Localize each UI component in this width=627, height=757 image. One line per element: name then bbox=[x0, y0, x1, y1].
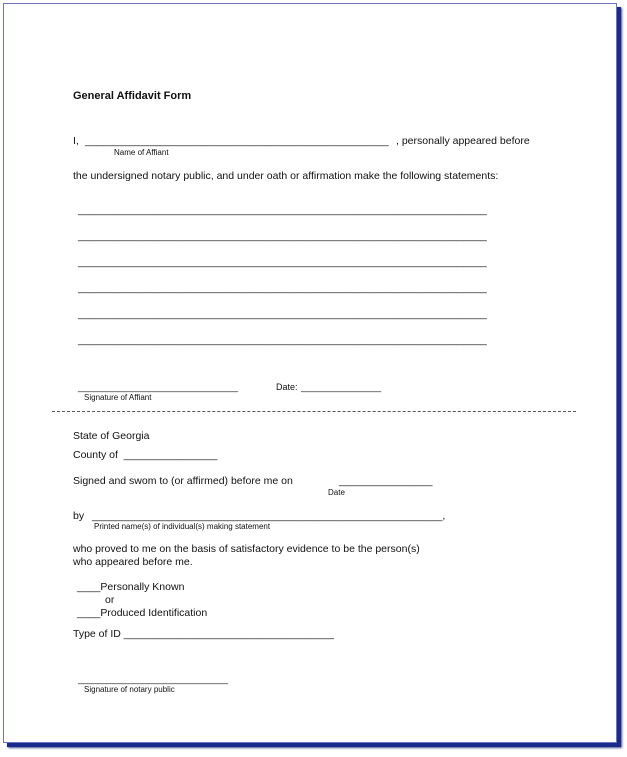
by-label: by bbox=[73, 510, 85, 522]
personally-known-option[interactable]: ____Personally Known bbox=[77, 581, 185, 593]
notary-signature-field[interactable]: ______________________________ bbox=[78, 674, 229, 684]
date-caption: Date bbox=[328, 488, 345, 497]
statement-line-6[interactable]: ______________________________________________________________________ bbox=[78, 334, 487, 346]
date-field[interactable]: ________________ bbox=[301, 382, 382, 392]
affiant-caption: Name of Affiant bbox=[114, 148, 169, 157]
state-text: State of Georgia bbox=[73, 430, 150, 442]
produced-id-option[interactable]: ____Produced Identification bbox=[77, 607, 208, 619]
proved-line-2: who appeared before me. bbox=[73, 556, 193, 568]
affiant-suffix: , personally appeared before bbox=[396, 135, 530, 147]
signed-date-field[interactable]: ________________ bbox=[339, 475, 433, 487]
affiant-prefix: I, bbox=[73, 135, 79, 147]
statement-line-1[interactable]: ______________________________________________________________________ bbox=[78, 204, 487, 216]
statement-line-5[interactable]: ______________________________________________________________________ bbox=[78, 308, 487, 320]
affiant-signature-field[interactable]: ________________________________ bbox=[78, 382, 239, 392]
statement-intro: the undersigned notary public, and under oath or affirmation make the following statements: bbox=[73, 170, 499, 182]
affiant-signature-caption: Signature of Affiant bbox=[84, 393, 152, 402]
statement-line-2[interactable]: ______________________________________________________________________ bbox=[78, 230, 487, 242]
affidavit-page bbox=[3, 3, 617, 743]
or-text: or bbox=[105, 594, 115, 606]
statement-line-3[interactable]: ______________________________________________________________________ bbox=[78, 256, 487, 268]
affiant-name-field[interactable]: ____________________________________________________ bbox=[85, 135, 389, 147]
proved-line-1: who proved to me on the basis of satisfactory evidence to be the person(s) bbox=[73, 543, 420, 555]
statement-line-4[interactable]: ______________________________________________________________________ bbox=[78, 282, 487, 294]
form-title: General Affidavit Form bbox=[73, 90, 192, 102]
date-label: Date: bbox=[276, 382, 298, 392]
type-of-id-field[interactable]: Type of ID ____________________________________ bbox=[73, 628, 334, 640]
signed-sworn-text: Signed and swom to (or affirmed) before me on bbox=[73, 475, 293, 487]
section-divider bbox=[52, 411, 576, 412]
printed-name-caption: Printed name(s) of individual(s) making statement bbox=[94, 522, 271, 531]
county-field[interactable]: County of ________________ bbox=[73, 449, 218, 461]
printed-name-field[interactable]: ____________________________________________________________, bbox=[92, 510, 446, 522]
notary-signature-caption: Signature of notary public bbox=[84, 685, 175, 694]
